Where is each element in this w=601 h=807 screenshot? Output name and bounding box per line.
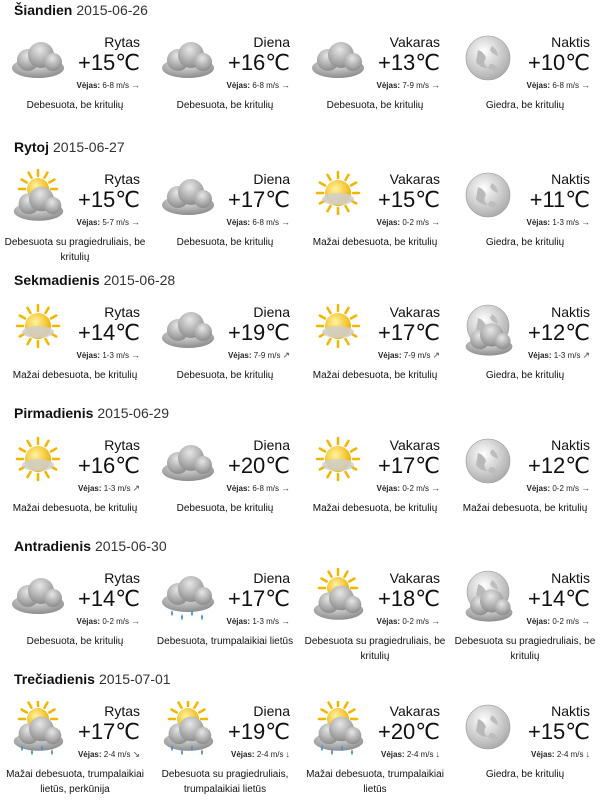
forecast-cell-diena (150, 564, 300, 674)
wind-label: Vėjas: (227, 351, 252, 360)
wind-speed: 5-7 m/s (102, 218, 129, 227)
wind-speed: 1-3 m/s (102, 351, 129, 360)
period-label: Naktis (551, 34, 590, 50)
forecast-cell-rytas (0, 431, 150, 541)
wind-label: Vėjas: (526, 617, 551, 626)
weather-description: Debesuota, be kritulių (176, 503, 274, 514)
sun-cloud-icon (8, 169, 68, 219)
wind-label: Vėjas: (226, 81, 251, 90)
temperature: +17℃ (377, 453, 440, 478)
wind-info (377, 80, 440, 90)
weather-description: Mažai debesuota, trumpalaikiai lietūs, perkūnija (6, 769, 144, 795)
forecast-cell-rytas (0, 28, 150, 138)
period-label: Vakaras (389, 34, 440, 50)
weather-description: Mažai debesuota, be kritulių (12, 370, 138, 381)
day-date: 2015-06-30 (95, 538, 167, 554)
moon-cloud-icon (458, 568, 518, 618)
wind-speed: 2-4 m/s (556, 750, 584, 759)
temperature: +12℃ (527, 320, 590, 345)
temperature: +15℃ (77, 50, 140, 75)
weather-description: Debesuota su pragiedruliais, trumpalaikiai lietūs (161, 769, 289, 795)
wind-speed: 1-3 m/s (252, 617, 279, 626)
wind-info (377, 616, 440, 626)
wind-speed: 1-3 m/s (552, 218, 579, 227)
wind-direction-icon: → (581, 217, 590, 227)
period-label: Rytas (104, 34, 140, 50)
weather-description: Debesuota su pragiedruliais, be kritulių (454, 636, 596, 662)
wind-direction-icon: → (281, 616, 290, 626)
period-label: Rytas (104, 171, 140, 187)
wind-direction-icon: → (281, 217, 290, 227)
wind-speed: 0-2 m/s (402, 484, 429, 493)
wind-direction-icon: ↓ (285, 749, 290, 759)
period-label: Naktis (551, 171, 590, 187)
cloud-icon (158, 32, 218, 82)
wind-speed: 0-2 m/s (552, 617, 579, 626)
forecast-cell-diena (150, 431, 300, 541)
sun-rain-icon (8, 701, 68, 751)
weather-description: Debesuota, be kritulių (176, 237, 274, 248)
forecast-cell-naktis (450, 431, 600, 541)
sun-light-cloud-icon (8, 302, 68, 352)
period-label: Naktis (551, 703, 590, 719)
wind-info (227, 616, 290, 626)
weather-description: Giedra, be kritulių (485, 370, 565, 381)
wind-label: Vėjas: (376, 617, 401, 626)
wind-speed: 7-9 m/s (403, 351, 431, 360)
temperature: +20℃ (227, 453, 290, 478)
wind-label: Vėjas: (526, 81, 551, 90)
weather-description: Debesuota, be kritulių (26, 100, 124, 111)
cloud-icon (8, 32, 68, 82)
temperature: +19℃ (227, 719, 290, 744)
forecast-cell-vakaras (300, 28, 450, 138)
temperature: +10℃ (527, 50, 590, 75)
temperature: +16℃ (77, 453, 140, 478)
period-label: Diena (253, 703, 290, 719)
wind-info (531, 749, 590, 759)
sun-rain-icon (158, 701, 218, 751)
wind-direction-icon: → (431, 80, 440, 90)
wind-info (77, 350, 140, 360)
wind-speed: 1-3 m/s (103, 484, 131, 493)
forecast-cell-rytas (0, 564, 150, 674)
wind-direction-icon: → (131, 217, 140, 227)
wind-label: Vėjas: (226, 617, 251, 626)
wind-direction-icon: ↓ (435, 749, 440, 759)
forecast-cell-vakaras (300, 298, 450, 408)
forecast-cell-diena (150, 697, 300, 807)
temperature: +11℃ (529, 187, 590, 212)
wind-direction-icon: ↗ (432, 350, 440, 360)
day-date: 2015-06-29 (97, 405, 169, 421)
wind-direction-icon: ↘ (132, 749, 140, 759)
wind-speed: 0-2 m/s (102, 617, 129, 626)
wind-direction-icon: → (131, 80, 140, 90)
period-label: Naktis (551, 437, 590, 453)
wind-info (377, 217, 440, 227)
forecast-cell-naktis (450, 28, 600, 138)
forecast-cell-rytas (0, 697, 150, 807)
wind-direction-icon: → (581, 80, 590, 90)
period-label: Rytas (104, 304, 140, 320)
day-header (14, 139, 125, 155)
day-name: Rytoj (14, 139, 49, 155)
wind-label: Vėjas: (526, 218, 551, 227)
forecast-cell-diena (150, 298, 300, 408)
weather-description: Debesuota, be kritulių (26, 636, 124, 647)
wind-label: Vėjas: (76, 218, 101, 227)
wind-info (78, 749, 140, 760)
wind-speed: 6-8 m/s (252, 218, 279, 227)
temperature: +18℃ (377, 586, 440, 611)
sun-cloud-icon (308, 568, 368, 618)
wind-label: Vėjas: (376, 218, 401, 227)
wind-direction-icon: → (431, 616, 440, 626)
day-header (14, 2, 148, 18)
wind-speed: 2-4 m/s (256, 750, 284, 759)
wind-info (381, 749, 440, 759)
sun-light-cloud-icon (308, 435, 368, 485)
period-label: Diena (253, 304, 290, 320)
day-name: Pirmadienis (14, 405, 94, 421)
weather-description: Debesuota, be kritulių (326, 100, 424, 111)
wind-info (78, 483, 140, 494)
wind-direction-icon: ↗ (132, 483, 140, 493)
day-header (14, 272, 175, 288)
sun-rain-icon (308, 701, 368, 751)
temperature: +14℃ (77, 586, 140, 611)
wind-info (77, 80, 140, 90)
wind-info (527, 483, 590, 493)
weather-description: Mažai debesuota, trumpalaikiai lietūs (306, 769, 444, 795)
forecast-cell-vakaras (300, 165, 450, 275)
wind-label: Vėjas: (231, 750, 255, 759)
cloud-icon (158, 169, 218, 219)
forecast-cell-naktis (450, 165, 600, 275)
forecast-cell-vakaras (300, 697, 450, 807)
weather-description: Debesuota, be kritulių (176, 370, 274, 381)
sun-light-cloud-icon (308, 302, 368, 352)
weather-description: Giedra, be kritulių (485, 100, 565, 111)
period-label: Vakaras (389, 171, 440, 187)
wind-info (527, 217, 590, 227)
period-label: Vakaras (389, 437, 440, 453)
wind-direction-icon: → (581, 483, 590, 493)
wind-direction-icon: ↗ (282, 350, 290, 360)
period-label: Naktis (551, 570, 590, 586)
wind-speed: 2-4 m/s (406, 750, 434, 759)
period-label: Rytas (104, 437, 140, 453)
forecast-cell-naktis (450, 564, 600, 674)
wind-speed: 6-8 m/s (102, 81, 129, 90)
temperature: +16℃ (227, 50, 290, 75)
wind-speed: 0-2 m/s (402, 617, 429, 626)
wind-label: Vėjas: (527, 351, 552, 360)
period-label: Vakaras (389, 703, 440, 719)
wind-direction-icon: → (431, 217, 440, 227)
weather-description: Giedra, be kritulių (485, 769, 565, 780)
temperature: +15℃ (77, 187, 140, 212)
cloud-icon (8, 568, 68, 618)
temperature: +17℃ (377, 320, 440, 345)
wind-label: Vėjas: (77, 484, 102, 493)
wind-label: Vėjas: (377, 351, 402, 360)
wind-speed: 0-2 m/s (402, 218, 429, 227)
weather-description: Mažai debesuota, be kritulių (12, 503, 138, 514)
weather-description: Giedra, be kritulių (485, 237, 565, 248)
wind-info (228, 350, 290, 361)
wind-label: Vėjas: (76, 351, 101, 360)
cloud-icon (158, 302, 218, 352)
wind-info (77, 217, 140, 227)
wind-info (231, 749, 290, 759)
wind-info (377, 483, 440, 493)
moon-cloud-icon (458, 302, 518, 352)
wind-direction-icon: → (431, 483, 440, 493)
weather-description: Mažai debesuota, be kritulių (462, 503, 588, 514)
wind-speed: 6-8 m/s (252, 81, 279, 90)
temperature: +17℃ (227, 586, 290, 611)
wind-direction-icon: → (131, 350, 140, 360)
cloud-rain-icon (158, 568, 218, 618)
wind-label: Vėjas: (226, 218, 251, 227)
moon-icon (458, 435, 518, 485)
wind-speed: 2-4 m/s (103, 750, 131, 759)
wind-label: Vėjas: (376, 484, 401, 493)
temperature: +15℃ (377, 187, 440, 212)
day-date: 2015-06-28 (103, 272, 176, 288)
wind-speed: 6-8 m/s (552, 81, 579, 90)
wind-direction-icon: → (131, 616, 140, 626)
forecast-cell-diena (150, 165, 300, 275)
wind-direction-icon: → (581, 616, 590, 626)
period-label: Diena (253, 570, 290, 586)
day-header (14, 671, 171, 687)
wind-label: Vėjas: (76, 81, 101, 90)
temperature: +15℃ (527, 719, 590, 744)
wind-speed: 6-8 m/s (252, 484, 279, 493)
weather-description: Debesuota su pragiedruliais, be kritulių (304, 636, 446, 662)
wind-info (527, 616, 590, 626)
period-label: Diena (253, 437, 290, 453)
wind-direction-icon: ↗ (582, 350, 590, 360)
wind-direction-icon: → (281, 80, 290, 90)
day-name: Antradienis (14, 538, 92, 554)
wind-info (77, 616, 140, 626)
weather-description: Mažai debesuota, be kritulių (312, 370, 438, 381)
wind-label: Vėjas: (526, 484, 551, 493)
wind-info (227, 217, 290, 227)
temperature: +14℃ (527, 586, 590, 611)
temperature: +12℃ (527, 453, 590, 478)
temperature: +20℃ (377, 719, 440, 744)
wind-label: Vėjas: (376, 81, 401, 90)
day-date: 2015-07-01 (98, 671, 171, 687)
period-label: Rytas (104, 570, 140, 586)
day-name: Sekmadienis (14, 272, 100, 288)
period-label: Diena (253, 34, 290, 50)
forecast-cell-naktis (450, 298, 600, 408)
wind-direction-icon: ↓ (585, 749, 590, 759)
day-header (14, 538, 167, 554)
day-name: Trečiadienis (14, 671, 95, 687)
temperature: +13℃ (377, 50, 440, 75)
wind-label: Vėjas: (381, 750, 405, 759)
wind-speed: 1-3 m/s (553, 351, 581, 360)
wind-info (378, 350, 440, 361)
day-date: 2015-06-26 (76, 2, 148, 18)
temperature: +14℃ (77, 320, 140, 345)
forecast-cell-vakaras (300, 431, 450, 541)
period-label: Naktis (551, 304, 590, 320)
cloud-icon (158, 435, 218, 485)
weather-description: Debesuota, be kritulių (176, 100, 274, 111)
weather-description: Debesuota, trumpalaikiai lietūs (156, 636, 294, 647)
period-label: Rytas (104, 703, 140, 719)
moon-icon (458, 701, 518, 751)
weather-description: Debesuota su pragiedruliais, be kritulių (4, 237, 146, 263)
day-name: Šiandien (14, 2, 73, 18)
wind-speed: 7-9 m/s (402, 81, 429, 90)
wind-label: Vėjas: (226, 484, 251, 493)
temperature: +19℃ (227, 320, 290, 345)
cloud-icon (308, 32, 368, 82)
forecast-cell-naktis (450, 697, 600, 807)
moon-icon (458, 169, 518, 219)
wind-direction-icon: → (281, 483, 290, 493)
temperature: +17℃ (227, 187, 290, 212)
weather-description: Mažai debesuota, be kritulių (312, 237, 438, 248)
wind-info (528, 350, 590, 361)
wind-info (227, 483, 290, 493)
forecast-cell-rytas (0, 298, 150, 408)
wind-label: Vėjas: (77, 750, 102, 759)
weather-description: Mažai debesuota, be kritulių (312, 503, 438, 514)
wind-label: Vėjas: (76, 617, 101, 626)
period-label: Vakaras (389, 304, 440, 320)
sun-light-cloud-icon (8, 435, 68, 485)
period-label: Vakaras (389, 570, 440, 586)
wind-info (527, 80, 590, 90)
day-date: 2015-06-27 (53, 139, 125, 155)
wind-speed: 0-2 m/s (552, 484, 579, 493)
sun-light-cloud-icon (308, 169, 368, 219)
forecast-cell-vakaras (300, 564, 450, 674)
day-header (14, 405, 169, 421)
forecast-cell-diena (150, 28, 300, 138)
wind-info (227, 80, 290, 90)
wind-label: Vėjas: (531, 750, 555, 759)
wind-speed: 7-9 m/s (253, 351, 281, 360)
forecast-cell-rytas (0, 165, 150, 275)
period-label: Diena (253, 171, 290, 187)
temperature: +17℃ (77, 719, 140, 744)
moon-icon (458, 32, 518, 82)
